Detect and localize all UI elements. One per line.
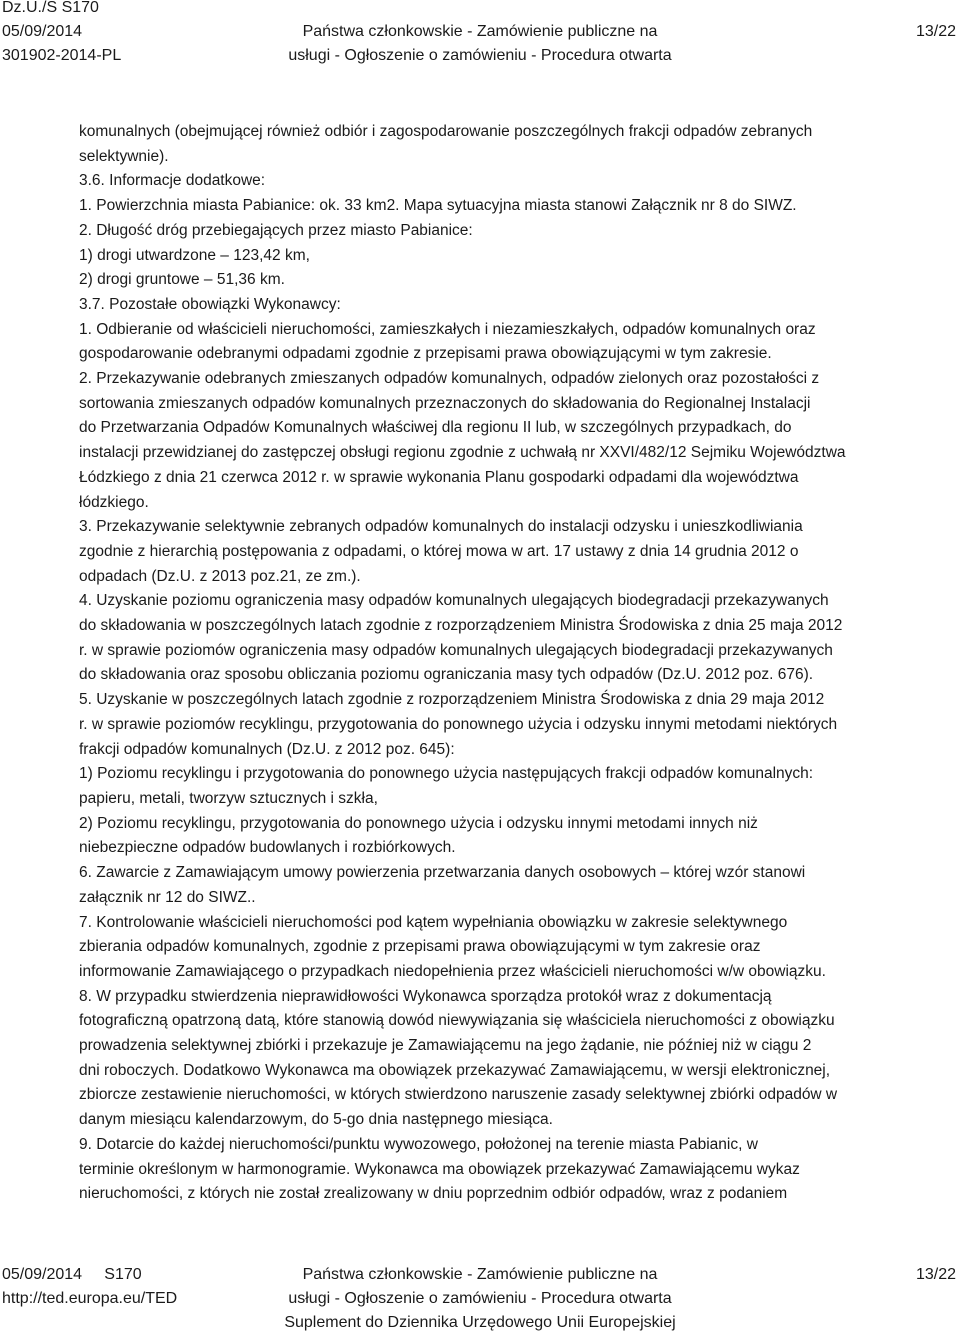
body-line: odpadach (Dz.U. z 2013 poz.21, ze zm.). xyxy=(79,567,361,585)
footer-title-line-2: usługi - Ogłoszenie o zamówieniu - Procedura otwarta xyxy=(288,1290,672,1307)
body-line: instalacji przewidzianej do zastępczej obsługi regionu zgodnie z uchwałą nr XXVI/482/12 Sejmiku Województwa xyxy=(79,444,846,462)
body-line: 2) drogi gruntowe – 51,36 km. xyxy=(79,271,285,289)
header-title-line-1: Państwa członkowskie - Zamówienie publiczne na xyxy=(302,23,658,40)
body-line: łódzkiego. xyxy=(79,493,149,511)
body-line: 3.7. Pozostałe obowiązki Wykonawcy: xyxy=(79,295,341,313)
header-title-line-2: usługi - Ogłoszenie o zamówieniu - Procedura otwarta xyxy=(288,47,672,64)
header-journal-ref: Dz.U./S S170 xyxy=(2,0,99,16)
body-line: nieruchomości, z których nie został zrealizowany w dniu poprzednim odbiór odpadów, wraz z podaniem xyxy=(79,1185,788,1203)
body-line: selektywnie). xyxy=(79,147,169,165)
body-line: prowadzenia selektywnej zbiórki i przekazuje je Zamawiającemu na jego żądanie, nie później niż w ciągu 2 xyxy=(79,1037,812,1055)
body-line: frakcji odpadów komunalnych (Dz.U. z 2012 poz. 645): xyxy=(79,740,455,758)
body-line: zgodnie z hierarchią postępowania z odpadami, o której mowa w art. 17 ustawy z dnia 14 grudnia 2012 o xyxy=(79,542,799,560)
body-line: 3. Przekazywanie selektywnie zebranych odpadów komunalnych do instalacji odzysku i unieszkodliwiania xyxy=(79,518,803,536)
body-line: 2. Długość dróg przebiegających przez miasto Pabianice: xyxy=(79,221,473,239)
body-line: do składowania w poszczególnych latach zgodnie z rozporządzeniem Ministra Środowiska z dnia 25 maja 2012 xyxy=(79,617,843,635)
body-line: zbiorcze zestawienie nieruchomości, w których stwierdzono naruszenie zasady selektywnej zbiórki odpadów w xyxy=(79,1086,838,1104)
footer-title-line-3: Suplement do Dziennika Urzędowego Unii Europejskiej xyxy=(284,1314,676,1331)
body-line: sortowania zmieszanych odpadów komunalnych przeznaczonych do składowania do Regionalnej Instalacji xyxy=(79,394,811,412)
body-line: papieru, metali, tworzyw sztucznych i szkła, xyxy=(79,789,378,807)
body-line: terminie określonym w harmonogramie. Wykonawca ma obowiązek przekazywać Zamawiającemu wykaz xyxy=(79,1160,800,1178)
footer-title-line-1: Państwa członkowskie - Zamówienie publiczne na xyxy=(302,1266,658,1283)
header-page-number: 13/22 xyxy=(915,23,956,40)
body-line: 4. Uzyskanie poziomu ograniczenia masy odpadów komunalnych ulegających biodegradacji przekazywanych xyxy=(79,592,829,610)
body-line: 3.6. Informacje dodatkowe: xyxy=(79,172,266,190)
body-line: informowanie Zamawiającego o przypadkach niedopełnienia przez właścicieli nieruchomości w/w obowiązku. xyxy=(79,962,826,980)
body-line: 6. Zawarcie z Zamawiającym umowy powierzenia przetwarzania danych osobowych – której wzór stanowi xyxy=(79,864,806,882)
body-line: r. w sprawie poziomów recyklingu, przygotowania do ponownego użycia i odzysku innymi metodami niektórych xyxy=(79,715,838,733)
body-line: dni roboczych. Dodatkowo Wykonawca ma obowiązek przekazywać Zamawiającemu, w wersji elektronicznej, xyxy=(79,1061,831,1079)
body-line: 5. Uzyskanie w poszczególnych latach zgodnie z rozporządzeniem Ministra Środowiska z dnia 29 maja 2012 xyxy=(79,691,825,709)
header-date: 05/09/2014 xyxy=(2,23,83,40)
body-line: 8. W przypadku stwierdzenia nieprawidłowości Wykonawca sporządza protokół wraz z dokumentacją xyxy=(79,987,772,1005)
body-line: komunalnych (obejmującej również odbiór i zagospodarowanie poszczególnych frakcji odpadów zebranych xyxy=(79,123,813,140)
body-line: r. w sprawie poziomów ograniczenia masy odpadów komunalnych ulegających biodegradacji przekazywanych xyxy=(79,641,833,659)
footer-date-code: 05/09/2014 S170 xyxy=(2,1266,142,1283)
body-line: 2) Poziomu recyklingu, przygotowania do ponownego użycia i odzysku innymi metodami innych niż xyxy=(79,814,758,832)
body-line: zbierania odpadów komunalnych, zgodnie z przepisami prawa obowiązującymi w tym zakresie oraz xyxy=(79,938,761,956)
body-line: 1) Poziomu recyklingu i przygotowania do ponownego użycia następujących frakcji odpadów komunalnych: xyxy=(79,765,814,783)
body-line: 1) drogi utwardzone – 123,42 km, xyxy=(79,246,310,264)
footer-url-link[interactable]: http://ted.europa.eu/TED xyxy=(2,1290,178,1307)
body-line: niebezpieczne odpadów budowlanych i rozbiórkowych. xyxy=(79,839,456,857)
body-line: 7. Kontrolowanie właścicieli nieruchomości pod kątem wypełniania obowiązku w zakresie selektywnego xyxy=(79,913,788,931)
body-line: do składowania oraz sposobu obliczania poziomu ograniczania masy tych odpadów (Dz.U. 2012 poz. 676). xyxy=(79,666,814,684)
body-line: 2. Przekazywanie odebranych zmieszanych odpadów komunalnych, odpadów zielonych oraz pozostałości z xyxy=(79,370,820,388)
footer-page-number: 13/22 xyxy=(915,1266,956,1283)
body-line: 9. Dotarcie do każdej nieruchomości/punktu wywozowego, położonej na terenie miasta Pabianic, w xyxy=(79,1135,758,1153)
body-line: danym miesiącu kalendarzowym, do 5-go dnia następnego miesiąca. xyxy=(79,1111,553,1129)
header-title-block xyxy=(0,20,960,68)
body-line: 1. Odbieranie od właścicieli nieruchomości, zamieszkałych i niezamieszkałych, odpadów komunalnych oraz xyxy=(79,320,816,338)
body-line: do Przetwarzania Odpadów Komunalnych właściwej dla regionu II lub, w szczególnych przypadkach, do xyxy=(79,419,792,437)
body-line: załącznik nr 12 do SIWZ.. xyxy=(79,888,256,906)
body-line: Łódzkiego z dnia 21 czerwca 2012 r. w sprawie wykonania Planu gospodarki odpadami dla województwa xyxy=(79,468,799,486)
body-line: fotograficzną opatrzoną datą, które stanowią dowód niewywiązania się właściciela nieruchomości z obowiązku xyxy=(79,1012,835,1030)
document-body xyxy=(79,120,953,1207)
body-line: gospodarowanie odebranymi odpadami zgodnie z przepisami prawa obowiązującymi w tym zakresie. xyxy=(79,345,772,363)
header-notice-number: 301902-2014-PL xyxy=(2,47,122,64)
footer-title-block xyxy=(0,1263,960,1335)
body-line: 1. Powierzchnia miasta Pabianice: ok. 33 km2. Mapa sytuacyjna miasta stanowi Załącznik nr 8 do SIWZ. xyxy=(79,197,797,215)
